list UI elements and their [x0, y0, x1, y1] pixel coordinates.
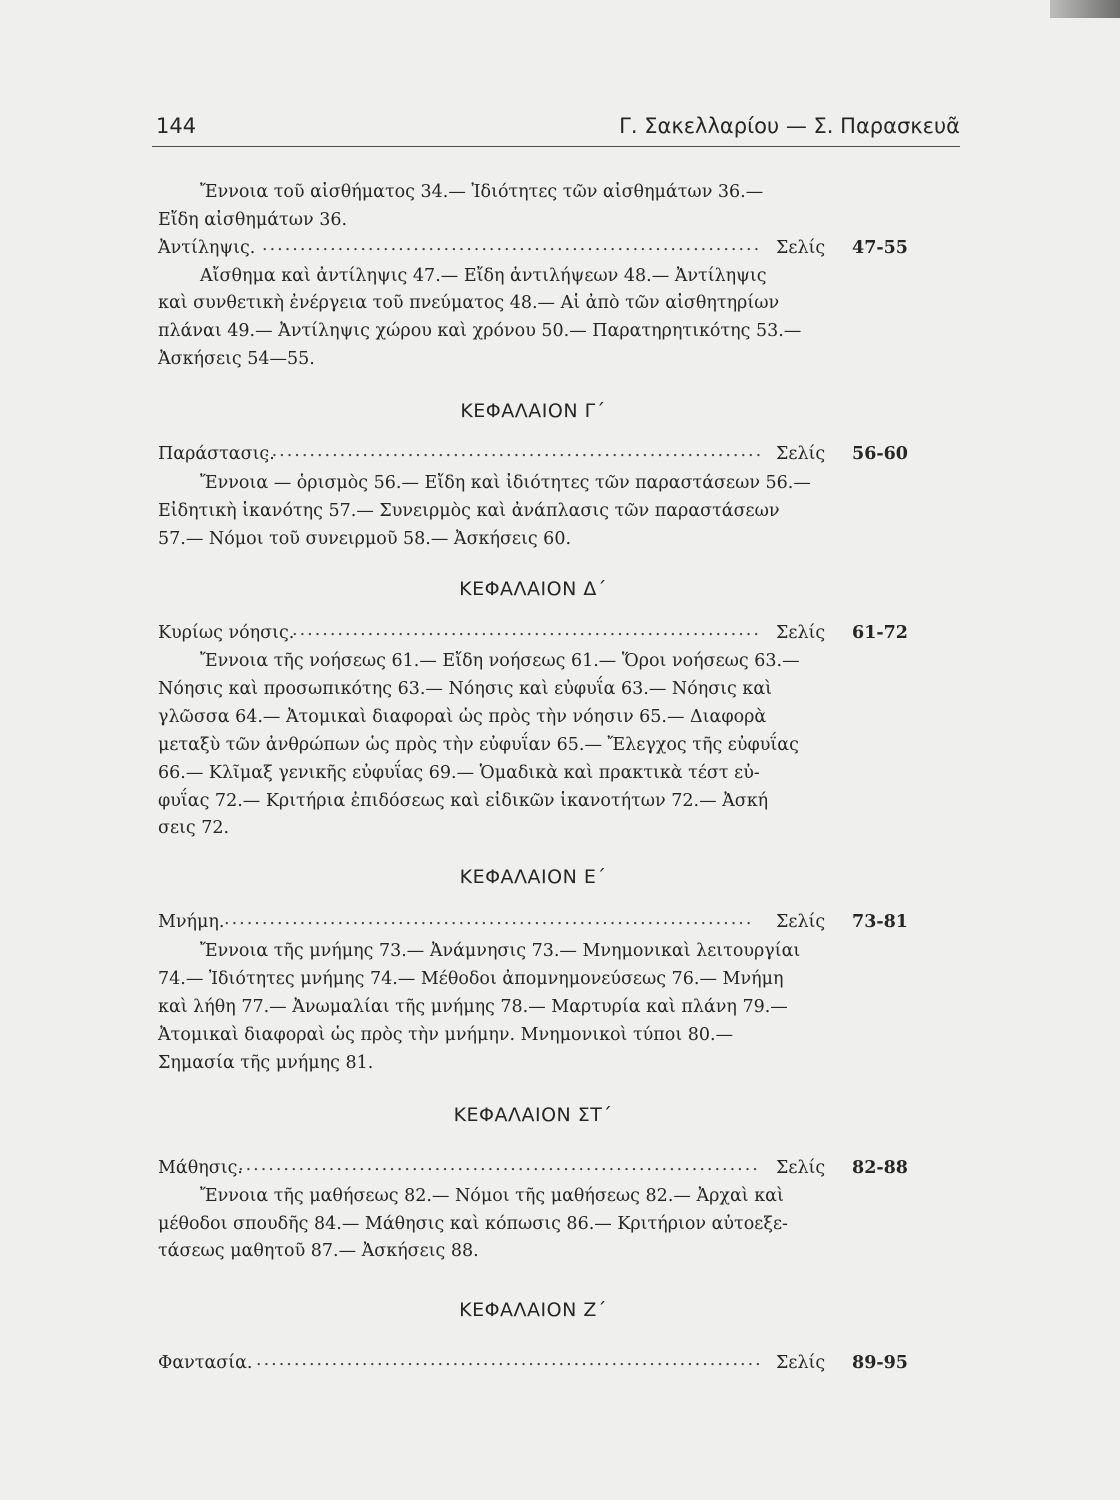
page-range: 61-72	[852, 623, 908, 643]
page-range: 73-81	[852, 912, 908, 932]
page-edge-shadow	[1050, 0, 1120, 18]
page-label: Σελίς	[776, 1353, 826, 1373]
dot-leader: ..................................................................	[264, 441, 764, 461]
toc-entry-title: Ἀντίληψις.	[158, 238, 256, 258]
entry-line: 74.— Ἰδιότητες μνήμης 74.— Μέθοδοι ἀπομνημονεύσεως 76.— Μνήμη	[158, 969, 784, 989]
toc-entry-fantasia	[158, 1350, 908, 1376]
page-range: 47-55	[852, 238, 908, 258]
toc-entry-mathisis	[158, 1155, 908, 1181]
page-label: Σελίς	[776, 623, 826, 643]
dot-leader: ...................................................................	[256, 1350, 763, 1370]
toc-entry-noisis	[158, 620, 908, 646]
entry-line: Ἀσκήσεις 54—55.	[158, 349, 315, 369]
entry-line: Ἔννοια τοῦ αἰσθήματος 34.— Ἰδιότητες τῶν αἰσθημάτων 36.—	[200, 182, 764, 202]
entry-line: σεις 72.	[158, 818, 230, 838]
page-range: 82-88	[852, 1158, 908, 1178]
running-head-authors: Γ. Σακελλαρίου — Σ. Παρασκευᾶ	[619, 114, 960, 138]
page-label: Σελίς	[776, 444, 826, 464]
entry-line: μέθοδοι σπουδῆς 84.— Μάθησις καὶ κόπωσις 86.— Κριτήριον αὐτοεξε-	[158, 1214, 788, 1234]
toc-entry-title: Παράστασις.	[158, 444, 275, 464]
page-number: 144	[156, 114, 197, 138]
toc-entry-antilipsis	[158, 235, 908, 261]
chapter-heading: ΚΕΦΑΛΑΙΟΝ ΣΤ΄	[453, 1104, 613, 1126]
toc-entry-parastasis	[158, 441, 908, 467]
entry-line: 57.— Νόμοι τοῦ συνειρμοῦ 58.— Ἀσκήσεις 60.	[158, 529, 572, 549]
entry-line: Εἴδη αἰσθημάτων 36.	[158, 210, 348, 230]
entry-line: Σημασία τῆς μνήμης 81.	[158, 1053, 374, 1073]
toc-entry-title: Φαντασία.	[158, 1353, 253, 1373]
entry-line: φυΐας 72.— Κριτήρια ἐπιδόσεως καὶ εἰδικῶν ἱκανοτήτων 72.— Ἀσκή	[158, 791, 769, 811]
entry-line: Νόησις καὶ προσωπικότης 63.— Νόησις καὶ εὐφυΐα 63.— Νόησις καὶ	[158, 679, 773, 699]
entry-line: 66.— Κλῖμαξ γενικῆς εὐφυΐας 69.— Ὁμαδικὰ καὶ πρακτικὰ τέστ εὐ-	[158, 763, 760, 783]
page-range: 56-60	[852, 444, 908, 464]
entry-line: Ἔννοια — ὁρισμὸς 56.— Εἴδη καὶ ἰδιότητες τῶν παραστάσεων 56.—	[200, 473, 811, 493]
entry-line: μεταξὺ τῶν ἀνθρώπων ὡς πρὸς τὴν εὐφυΐαν 65.— Ἔλεγχος τῆς εὐφυΐας	[158, 735, 799, 755]
chapter-heading: ΚΕΦΑΛΑΙΟΝ Δ΄	[459, 578, 607, 600]
entry-line: Ἔννοια τῆς μαθήσεως 82.— Νόμοι τῆς μαθήσεως 82.— Ἀρχαὶ καὶ	[200, 1186, 784, 1206]
page-header	[152, 106, 960, 147]
entry-line: καὶ συνθετικὴ ἐνέργεια τοῦ πνεύματος 48.— Αἱ ἀπὸ τῶν αἰσθητηρίων	[158, 293, 780, 313]
dot-leader: ..............................................................	[292, 620, 761, 640]
entry-line: γλῶσσα 64.— Ἀτομικαὶ διαφοραὶ ὡς πρὸς τὴν νόησιν 65.— Διαφορὰ	[158, 707, 767, 727]
page-label: Σελίς	[776, 912, 826, 932]
page-label: Σελίς	[776, 1158, 826, 1178]
dot-leader: ......................................................................	[224, 909, 754, 929]
entry-line: πλάναι 49.— Ἀντίληψις χώρου καὶ χρόνου 50.— Παρατηρητικότης 53.—	[158, 321, 802, 341]
dot-leader: .....................................................................	[238, 1155, 760, 1175]
dot-leader: ..................................................................	[262, 235, 762, 255]
entry-line: Ἔννοια τῆς νοήσεως 61.— Εἴδη νοήσεως 61.— Ὅροι νοήσεως 63.—	[200, 651, 800, 671]
entry-line: τάσεως μαθητοῦ 87.— Ἀσκήσεις 88.	[158, 1241, 479, 1261]
entry-line: καὶ λήθη 77.— Ἀνωμαλίαι τῆς μνήμης 78.— Μαρτυρία καὶ πλάνη 79.—	[158, 997, 788, 1017]
toc-entry-mnimi	[158, 909, 908, 935]
entry-line: Εἰδητικὴ ἱκανότης 57.— Συνειρμὸς καὶ ἀνάπλασις τῶν παραστάσεων	[158, 501, 780, 521]
toc-entry-title: Μνήμη.	[158, 912, 225, 932]
entry-line: Ἀτομικαὶ διαφοραὶ ὡς πρὸς τὴν μνήμην. Μνημονικοὶ τύποι 80.—	[158, 1025, 734, 1045]
chapter-heading: ΚΕΦΑΛΑΙΟΝ Γ΄	[460, 400, 606, 422]
page-label: Σελίς	[776, 238, 826, 258]
toc-entry-title: Κυρίως νόησις.	[158, 623, 295, 643]
chapter-heading: ΚΕΦΑΛΑΙΟΝ Ζ΄	[459, 1299, 607, 1321]
entry-line: Ἔννοια τῆς μνήμης 73.— Ἀνάμνησις 73.— Μνημονικαὶ λειτουργίαι	[200, 941, 801, 961]
toc-entry-title: Μάθησις.	[158, 1158, 243, 1178]
page-range: 89-95	[852, 1353, 908, 1373]
entry-line: Αἴσθημα καὶ ἀντίληψις 47.— Εἴδη ἀντιλήψεων 48.— Ἀντίληψις	[200, 266, 767, 286]
chapter-heading: ΚΕΦΑΛΑΙΟΝ Ε΄	[459, 866, 607, 888]
